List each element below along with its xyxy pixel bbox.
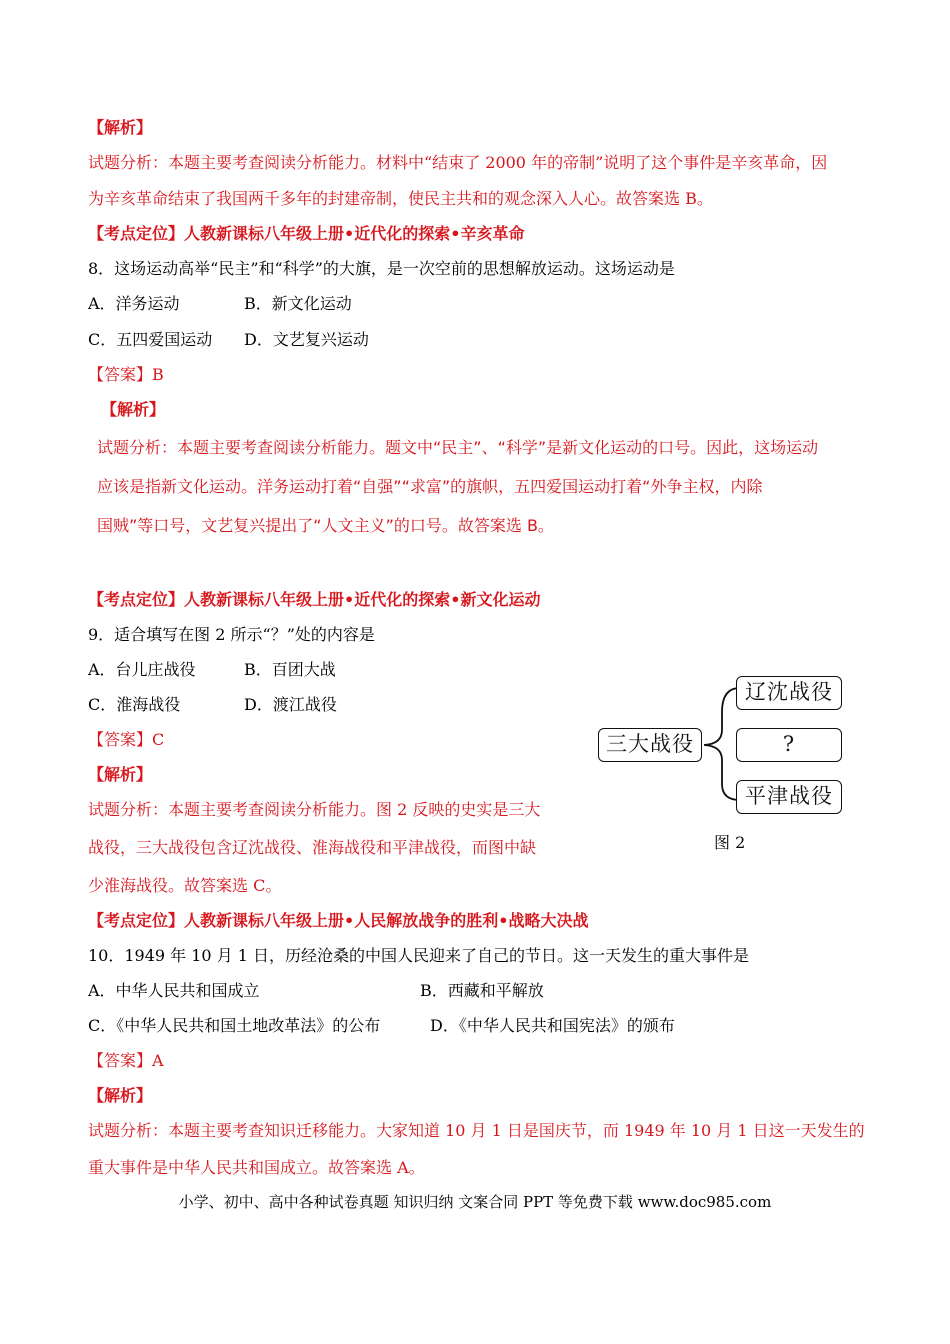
- q8-analysis-text: 应该是指新文化运动。洋务运动打着“自强”“求富”的旗帜，五四爱国运动打着“外争主权，内除: [97, 477, 763, 496]
- q8-option-d: D．文艺复兴运动: [244, 330, 369, 349]
- q10-analysis-text: 重大事件是中华人民共和国成立。故答案选 A。: [88, 1158, 425, 1177]
- q10-option-c: C．《中华人民共和国土地改革法》的公布: [88, 1016, 381, 1035]
- q10-analysis-heading: 【解析】: [88, 1086, 153, 1105]
- diagram-box-top: 辽沈战役: [736, 676, 842, 710]
- q10-option-a: A．中华人民共和国成立: [88, 981, 260, 1000]
- question-8-stem: 8．这场运动高举“民主”和“科学”的大旗，是一次空前的思想解放运动。这场运动是: [88, 259, 675, 278]
- q10-option-d: D．《中华人民共和国宪法》的颁布: [430, 1016, 675, 1035]
- analysis-text: 试题分析：本题主要考查阅读分析能力。材料中“结束了 2000 年的帝制”说明了这个事件是辛亥革命，因: [88, 153, 828, 172]
- q9-analysis-text: 试题分析：本题主要考查阅读分析能力。图 2 反映的史实是三大: [88, 800, 541, 819]
- q9-option-b: B．百团大战: [244, 660, 336, 679]
- q10-answer: 【答案】A: [88, 1051, 164, 1070]
- q8-option-c: C．五四爱国运动: [88, 330, 213, 349]
- q8-knowledge-point: 【考点定位】人教新课标八年级上册•近代化的探索•新文化运动: [88, 590, 541, 609]
- q8-option-a: A．洋务运动: [88, 294, 180, 313]
- q9-option-d: D．渡江战役: [244, 695, 337, 714]
- figure-caption: 图 2: [714, 833, 746, 852]
- question-9-stem: 9．适合填写在图 2 所示“？”处的内容是: [88, 625, 375, 644]
- q9-knowledge-point: 【考点定位】人教新课标八年级上册•人民解放战争的胜利•战略大决战: [88, 911, 589, 930]
- q10-analysis-text: 试题分析：本题主要考查知识迁移能力。大家知道 10 月 1 日是国庆节，而 1949 年 10 月 1 日这一天发生的: [88, 1121, 865, 1140]
- diagram-main-box: 三大战役: [598, 728, 702, 762]
- q8-analysis-heading: 【解析】: [101, 400, 166, 419]
- q9-option-a: A．台儿庄战役: [88, 660, 196, 679]
- q9-analysis-heading: 【解析】: [88, 765, 153, 784]
- q8-analysis-text: 试题分析：本题主要考查阅读分析能力。题文中“民主”、“科学”是新文化运动的口号。因此，这场运动: [97, 438, 819, 457]
- knowledge-point: 【考点定位】人教新课标八年级上册•近代化的探索•辛亥革命: [88, 224, 525, 243]
- q8-answer: 【答案】B: [88, 365, 164, 384]
- question-10-stem: 10．1949 年 10 月 1 日，历经沧桑的中国人民迎来了自己的节日。这一天发生的重大事件是: [88, 946, 750, 965]
- analysis-heading: 【解析】: [88, 118, 153, 137]
- q9-answer: 【答案】C: [88, 730, 165, 749]
- page-footer: 小学、初中、高中各种试卷真题 知识归纳 文案合同 PPT 等免费下载 www.doc985.com: [178, 1193, 772, 1211]
- diagram-box-bottom: 平津战役: [736, 780, 842, 814]
- q9-analysis-text: 战役，三大战役包含辽沈战役、淮海战役和平津战役，而图中缺: [88, 838, 537, 857]
- figure-2-diagram: [594, 672, 854, 862]
- diagram-box-middle: ?: [736, 728, 842, 762]
- analysis-text: 为辛亥革命结束了我国两千多年的封建帝制，使民主共和的观念深入人心。故答案选 B。: [88, 189, 713, 208]
- q8-option-b: B．新文化运动: [244, 294, 352, 313]
- q9-option-c: C．淮海战役: [88, 695, 181, 714]
- q8-analysis-text: 国贼”等口号，文艺复兴提出了“人文主义”的口号。故答案选 B。: [97, 516, 554, 535]
- q9-analysis-text: 少淮海战役。故答案选 C。: [88, 876, 282, 895]
- q10-option-b: B．西藏和平解放: [420, 981, 544, 1000]
